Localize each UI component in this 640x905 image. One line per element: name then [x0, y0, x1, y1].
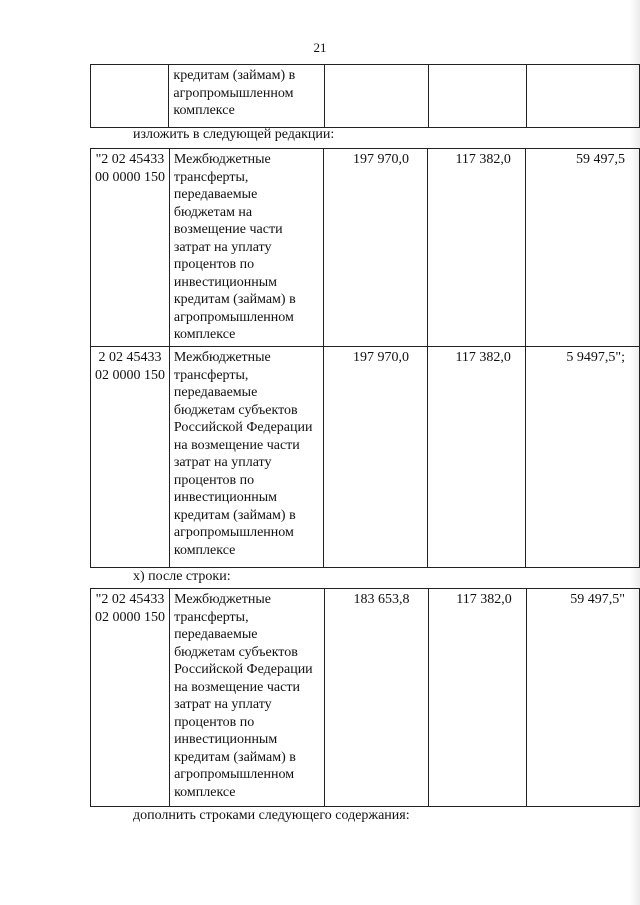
page-number: 21 — [313, 40, 327, 55]
name-cell: Межбюджетные трансферты, передаваемые бюджетам на возмещение части затрат на уплату процентов по инвестиционным кредитам (займам) в агропромышленном комплексе — [169, 149, 323, 347]
value-cell: 117 382,0 — [427, 149, 525, 347]
note-after: х) после строки: — [133, 569, 231, 584]
value-cell — [428, 65, 526, 128]
code-cell: "2 02 45433 02 0000 150 — [91, 589, 170, 807]
scan-edge-shadow — [630, 0, 640, 905]
table-new-edition — [90, 148, 640, 568]
value-cell: 117 382,0 — [427, 347, 525, 568]
table-row — [91, 589, 640, 807]
value-cell — [324, 65, 428, 128]
value-cell: 59 497,5" — [526, 589, 639, 807]
code-cell — [91, 65, 169, 128]
table-row — [91, 347, 640, 568]
value-cell: 59 497,5 — [525, 149, 639, 347]
value-cell: 5 9497,5"; — [525, 347, 639, 568]
name-cell: Межбюджетные трансферты, передаваемые бюджетам субъектов Российской Федерации на возмещение части затрат на уплату процентов по инвестиционным кредитам (займам) в агропромышленном комплексе — [169, 347, 323, 568]
value-cell — [526, 65, 639, 128]
value-cell: 117 382,0 — [428, 589, 526, 807]
name-cell: кредитам (займам) в агропромышленном комплексе — [169, 65, 324, 128]
value-cell: 183 653,8 — [324, 589, 428, 807]
note-add: дополнить строками следующего содержания: — [133, 808, 410, 823]
table-fragment-top — [90, 64, 640, 128]
table-row — [91, 65, 640, 128]
code-cell: 2 02 45433 02 0000 150 — [91, 347, 170, 568]
name-cell: Межбюджетные трансферты, передаваемые бюджетам субъектов Российской Федерации на возмещение части затрат на уплату процентов по инвестиционным кредитам (займам) в агропромышленном комплексе — [170, 589, 324, 807]
value-cell: 197 970,0 — [324, 149, 428, 347]
table-row — [91, 149, 640, 347]
value-cell: 197 970,0 — [324, 347, 428, 568]
note-replace: изложить в следующей редакции: — [133, 127, 335, 142]
table-after-row — [90, 588, 640, 807]
code-cell: "2 02 45433 00 0000 150 — [91, 149, 170, 347]
